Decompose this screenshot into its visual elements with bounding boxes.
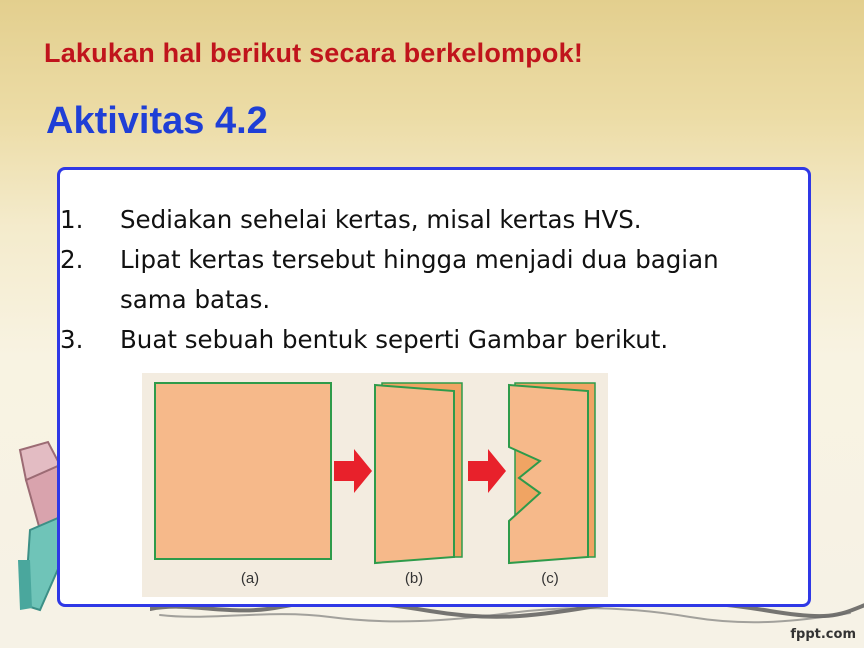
step-item (60, 320, 780, 360)
figure-label: (c) (541, 570, 559, 587)
step-number: 1. (60, 205, 84, 234)
step-text: Lipat kertas tersebut hingga menjadi dua bagian sama batas. (120, 245, 719, 314)
step-item (60, 200, 780, 240)
figure-label: (b) (404, 570, 424, 587)
step-item (60, 240, 780, 320)
step-number: 3. (60, 325, 84, 354)
sheet-a (155, 383, 331, 559)
sheet-b-front (375, 385, 454, 563)
slide-heading: Lakukan hal berikut secara berkelompok! (44, 38, 584, 68)
step-text: Sediakan sehelai kertas, misal kertas HVS. (120, 205, 642, 234)
slide-title: Aktivitas 4.2 (46, 100, 268, 142)
figure-label: (a) (240, 570, 260, 587)
arrow-icon (334, 449, 372, 493)
steps-list (60, 200, 780, 360)
content-box (57, 167, 811, 607)
paper-folding-figure (142, 373, 608, 597)
step-text: Buat sebuah bentuk seperti Gambar berikut. (120, 325, 669, 354)
arrow-icon (468, 449, 506, 493)
step-number: 2. (60, 245, 84, 274)
footer-brand: fppt.com (790, 627, 856, 642)
